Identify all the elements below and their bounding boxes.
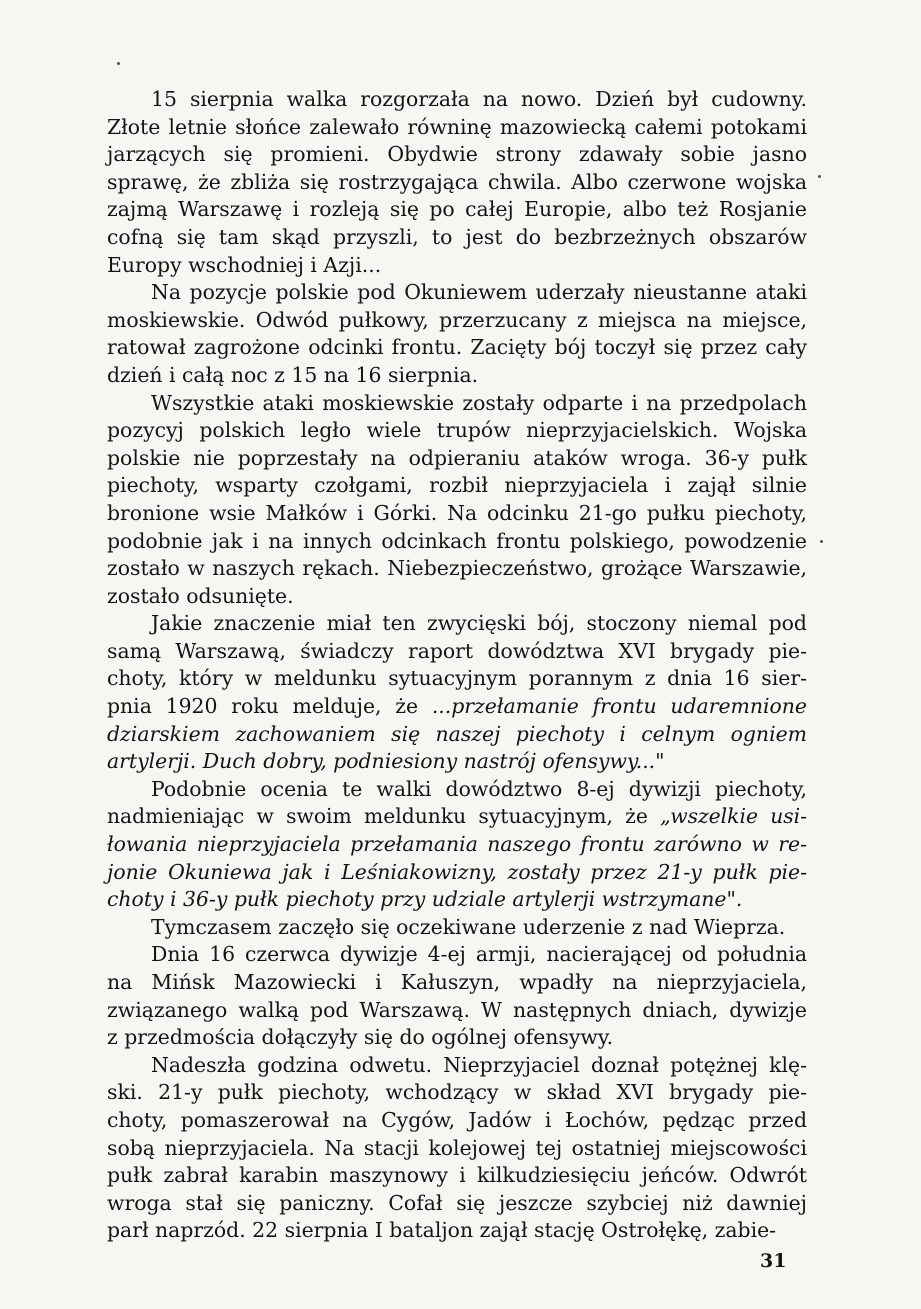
text-line [107, 555, 807, 583]
text-line [107, 472, 807, 500]
line-text: samą Warszawą, świadczy raport dowództwa XVI brygady pie- [107, 638, 807, 663]
page-number: 31 [760, 1250, 787, 1272]
line-italic-text: „wszelkie usi- [660, 804, 807, 829]
line-text: piechoty, wsparty czołgami, rozbił nieprzyjaciela i zajął silnie [107, 473, 807, 498]
text-line [107, 1217, 807, 1245]
text-line [107, 1190, 807, 1218]
line-italic-text: jonie Okuniewa jak i Leśniakowizny, zostały przez 21-y pułk pie- [107, 859, 807, 884]
text-line [107, 859, 807, 887]
line-text: cofną się tam skąd przyszli, to jest do bezbrzeżnych obszarów [107, 224, 807, 249]
text-line [107, 1107, 807, 1135]
line-text: zostało w naszych rękach. Niebezpieczeństwo, grożące Warszawie, [107, 556, 807, 581]
text-line [107, 362, 807, 390]
line-text: jarzących się promieni. Obydwie strony zdawały sobie jasno [107, 142, 807, 167]
text-line [107, 638, 807, 666]
text-line [107, 86, 807, 114]
text-line [107, 941, 807, 969]
text-line [107, 776, 807, 804]
line-text: ski. 21-y pułk piechoty, wchodzący w skład XVI brygady pie- [107, 1080, 807, 1105]
line-text: moskiewskie. Odwód pułkowy, przerzucany z miejsca na miejsce, [107, 307, 807, 332]
line-text: z przedmościa dołączyły się do ogólnej ofensywy. [107, 1025, 614, 1050]
paragraph [107, 776, 807, 914]
line-text: sprawę, że zbliża się rostrzygająca chwila. Albo czerwone wojska [107, 169, 807, 194]
text-line [107, 1079, 807, 1107]
text-line [107, 583, 807, 611]
text-line [107, 196, 807, 224]
line-italic-text: choty i 36-y pułk piechoty przy udziale artylerji wstrzymane". [107, 887, 743, 912]
text-line [107, 610, 807, 638]
line-italic-text: dziarskiem zachowaniem się naszej piechoty i celnym ogniem [107, 721, 807, 746]
line-text: Jakie znaczenie miał ten zwycięski bój, stoczony niemal pod [151, 611, 807, 636]
text-line [107, 997, 807, 1025]
text-line [107, 748, 807, 776]
line-text: związanego walką pod Warszawą. W następnych dniach, dywizje [107, 997, 807, 1022]
line-text: dzień i całą noc z 15 na 16 sierpnia. [107, 362, 479, 387]
text-line [107, 886, 807, 914]
paragraph [107, 86, 807, 279]
paragraph [107, 610, 807, 776]
text-line [107, 1135, 807, 1163]
line-text: bronione wsie Małków i Górki. Na odcinku 21-go pułku piechoty, [107, 500, 807, 525]
text-line [107, 1052, 807, 1080]
line-text: pozycyj polskich legło wiele trupów nieprzyjacielskich. Wojska [107, 418, 807, 443]
print-speck [818, 175, 821, 178]
line-text: pnia 1920 roku melduje, że [107, 694, 432, 719]
line-text: ratował zagrożone odcinki frontu. Zacięty bój toczył się przez cały [107, 335, 807, 360]
text-line [107, 114, 807, 142]
line-text: pułk zabrał karabin maszynowy i kilkudziesięciu jeńców. Odwrót [107, 1163, 807, 1188]
text-line [107, 1024, 807, 1052]
text-line [107, 831, 807, 859]
line-text: Wszystkie ataki moskiewskie zostały odparte i na przedpolach [151, 390, 807, 415]
line-text: nadmieniając w swoim meldunku sytuacyjnym, że [107, 804, 661, 829]
line-text: podobnie jak i na innych odcinkach frontu polskiego, powodzenie [107, 528, 807, 553]
paragraph [107, 941, 807, 1051]
line-text: sobą nieprzyjaciela. Na stacji kolejowej tej ostatniej miejscowości [107, 1135, 807, 1160]
line-italic-text: artylerji. Duch dobry, podniesiony nastrój ofensywy..." [107, 749, 665, 774]
line-text: zajmą Warszawę i rozleją się po całej Europie, albo też Rosjanie [107, 197, 807, 222]
text-line [107, 252, 807, 280]
line-italic-text: ...przełamanie frontu udaremnione [431, 694, 807, 719]
paragraph [107, 390, 807, 611]
text-line [107, 500, 807, 528]
line-text: na Mińsk Mazowiecki i Kałuszyn, wpadły na nieprzyjaciela, [107, 970, 807, 994]
line-text: choty, pomaszerował na Cygów, Jadów i Łochów, pędząc przed [107, 1107, 807, 1132]
paragraph [107, 914, 807, 942]
text-line [107, 224, 807, 252]
text-line [107, 693, 807, 721]
text-line [107, 141, 807, 169]
text-line [107, 914, 807, 942]
line-text: Podobnie ocenia te walki dowództwo 8-ej dywizji piechoty, [151, 776, 807, 801]
text-line [107, 307, 807, 335]
line-text: wroga stał się paniczny. Cofał się jeszcze szybciej niż dawniej [107, 1190, 807, 1215]
text-line [107, 417, 807, 445]
text-line [107, 390, 807, 418]
page-body-text [107, 86, 807, 1245]
text-line [107, 445, 807, 473]
line-text: Złote letnie słońce zalewało równinę mazowiecką całemi potokami [107, 114, 807, 139]
line-text: 15 sierpnia walka rozgorzała na nowo. Dzień był cudowny. [151, 87, 807, 111]
line-text: zostało odsunięte. [107, 583, 294, 608]
line-text: polskie nie poprzestały na odpieraniu ataków wroga. 36-y pułk [107, 445, 807, 470]
paragraph [107, 1052, 807, 1245]
line-text: Nadeszła godzina odwetu. Nieprzyjaciel doznał potężnej klę- [151, 1052, 807, 1077]
paragraph [107, 279, 807, 389]
line-text: parł naprzód. 22 sierpnia I bataljon zajął stację Ostrołękę, zabie- [107, 1218, 777, 1243]
text-line [107, 665, 807, 693]
print-speck [117, 62, 120, 65]
text-line [107, 1162, 807, 1190]
text-line [107, 528, 807, 556]
line-text: choty, który w meldunku sytuacyjnym porannym z dnia 16 sier- [107, 666, 807, 691]
text-line [107, 334, 807, 362]
line-italic-text: łowania nieprzyjaciela przełamania naszego frontu zarówno w re- [107, 832, 807, 857]
print-speck [820, 540, 823, 543]
text-line [107, 169, 807, 197]
text-line [107, 803, 807, 831]
line-text: Tymczasem zaczęło się oczekiwane uderzenie z nad Wieprza. [151, 914, 786, 939]
line-text: Na pozycje polskie pod Okuniewem uderzały nieustanne ataki [151, 280, 807, 305]
line-text: Dnia 16 czerwca dywizje 4-ej armji, nacierającej od południa [151, 942, 807, 967]
text-line [107, 721, 807, 749]
line-text: Europy wschodniej i Azji... [107, 252, 382, 277]
text-line [107, 969, 807, 997]
text-line [107, 279, 807, 307]
